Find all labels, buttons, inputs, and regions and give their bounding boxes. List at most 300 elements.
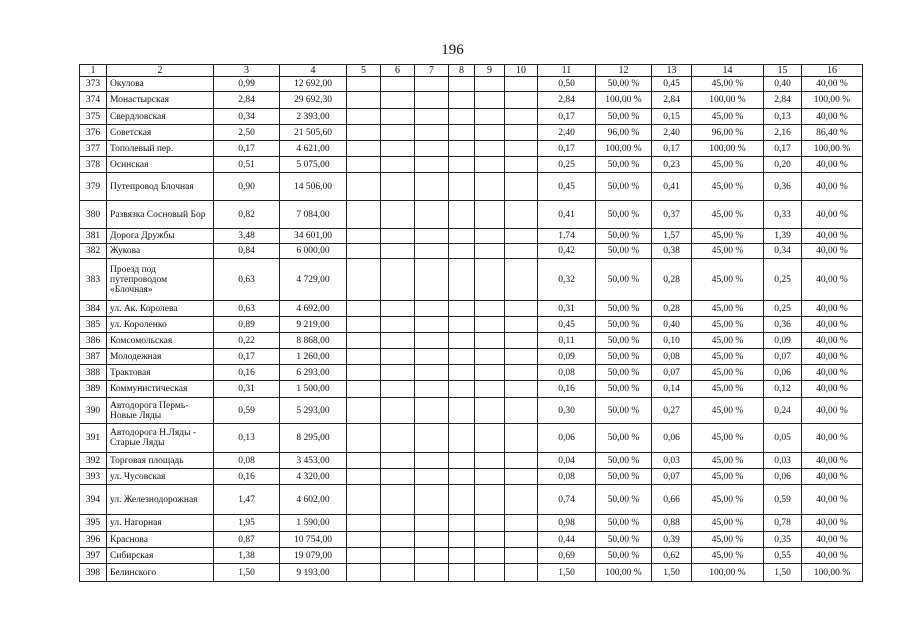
col-14-cell: 45,00 %	[692, 424, 764, 453]
street-name-cell: Тополевый пер.	[107, 141, 214, 157]
col-9-cell	[475, 125, 505, 141]
col-7-cell	[415, 259, 449, 301]
col-13-cell: 0,15	[652, 109, 692, 125]
col-13-cell: 0,88	[652, 515, 692, 532]
col-9-cell	[475, 201, 505, 229]
col-7-cell	[415, 77, 449, 92]
col-7-cell	[415, 365, 449, 381]
col-3-cell: 0,99	[214, 77, 280, 92]
col-15-cell: 0,78	[764, 515, 802, 532]
table-row	[80, 564, 863, 582]
table-row	[80, 349, 863, 365]
col-10-cell	[505, 349, 538, 365]
col-5-cell	[347, 532, 381, 548]
col-13-cell: 0,28	[652, 301, 692, 317]
col-4-cell: 34 601,00	[280, 229, 347, 244]
col-14-cell: 45,00 %	[692, 349, 764, 365]
col-10-cell	[505, 109, 538, 125]
col-15-cell: 0,12	[764, 381, 802, 398]
col-4-cell: 8 295,00	[280, 424, 347, 453]
table-row	[80, 229, 863, 244]
col-7-cell	[415, 532, 449, 548]
col-15-cell: 0,06	[764, 365, 802, 381]
street-name-cell: ул. Нагорная	[107, 515, 214, 532]
col-7-cell	[415, 109, 449, 125]
street-name-cell: Трактовая	[107, 365, 214, 381]
col-6-cell	[381, 229, 415, 244]
col-3-cell: 0,16	[214, 365, 280, 381]
col-6-cell	[381, 564, 415, 582]
col-13-cell: 0,07	[652, 365, 692, 381]
col-4-cell: 1 260,00	[280, 349, 347, 365]
col-8-cell	[449, 485, 475, 515]
col-5-cell	[347, 564, 381, 582]
column-header: 12	[596, 65, 652, 77]
row-number-cell: 398	[80, 564, 107, 582]
col-11-cell: 0,09	[538, 349, 596, 365]
col-13-cell: 1,57	[652, 229, 692, 244]
col-10-cell	[505, 173, 538, 201]
col-11-cell: 0,08	[538, 365, 596, 381]
col-13-cell: 2,40	[652, 125, 692, 141]
col-5-cell	[347, 453, 381, 469]
col-9-cell	[475, 109, 505, 125]
col-3-cell: 0,17	[214, 141, 280, 157]
col-10-cell	[505, 532, 538, 548]
col-3-cell: 0,63	[214, 301, 280, 317]
col-5-cell	[347, 259, 381, 301]
col-16-cell: 40,00 %	[802, 259, 863, 301]
col-8-cell	[449, 548, 475, 564]
col-15-cell: 1,39	[764, 229, 802, 244]
col-15-cell: 1,50	[764, 564, 802, 582]
col-11-cell: 0,42	[538, 244, 596, 259]
col-8-cell	[449, 125, 475, 141]
table-body	[80, 77, 863, 582]
row-number-cell: 376	[80, 125, 107, 141]
col-9-cell	[475, 469, 505, 485]
col-6-cell	[381, 109, 415, 125]
col-16-cell: 40,00 %	[802, 229, 863, 244]
table-row	[80, 201, 863, 229]
col-6-cell	[381, 398, 415, 424]
col-8-cell	[449, 381, 475, 398]
col-7-cell	[415, 453, 449, 469]
col-5-cell	[347, 485, 381, 515]
col-4-cell: 6 000,00	[280, 244, 347, 259]
column-header: 10	[505, 65, 538, 77]
col-7-cell	[415, 201, 449, 229]
col-3-cell: 0,08	[214, 453, 280, 469]
street-name-cell: Автодорога Пермь-Новые Ляды	[107, 398, 214, 424]
col-14-cell: 45,00 %	[692, 229, 764, 244]
col-10-cell	[505, 157, 538, 173]
col-16-cell: 40,00 %	[802, 424, 863, 453]
col-10-cell	[505, 125, 538, 141]
col-12-cell: 50,00 %	[596, 173, 652, 201]
column-header: 14	[692, 65, 764, 77]
col-12-cell: 100,00 %	[596, 564, 652, 582]
col-9-cell	[475, 349, 505, 365]
col-16-cell: 40,00 %	[802, 317, 863, 333]
street-name-cell: Сибирская	[107, 548, 214, 564]
col-12-cell: 50,00 %	[596, 381, 652, 398]
row-number-cell: 374	[80, 92, 107, 109]
col-9-cell	[475, 317, 505, 333]
col-12-cell: 50,00 %	[596, 349, 652, 365]
col-8-cell	[449, 469, 475, 485]
col-13-cell: 0,27	[652, 398, 692, 424]
col-6-cell	[381, 125, 415, 141]
street-name-cell: ул. Железнодорожная	[107, 485, 214, 515]
col-15-cell: 0,13	[764, 109, 802, 125]
col-5-cell	[347, 424, 381, 453]
col-5-cell	[347, 141, 381, 157]
col-12-cell: 50,00 %	[596, 398, 652, 424]
col-4-cell: 9 193,00	[280, 564, 347, 582]
col-3-cell: 1,47	[214, 485, 280, 515]
col-4-cell: 1 590,00	[280, 515, 347, 532]
row-number-cell: 381	[80, 229, 107, 244]
col-3-cell: 0,87	[214, 532, 280, 548]
col-10-cell	[505, 365, 538, 381]
row-number-cell: 388	[80, 365, 107, 381]
street-name-cell: Жукова	[107, 244, 214, 259]
row-number-cell: 386	[80, 333, 107, 349]
col-4-cell: 6 293,00	[280, 365, 347, 381]
table-row	[80, 365, 863, 381]
col-16-cell: 100,00 %	[802, 92, 863, 109]
col-13-cell: 0,23	[652, 157, 692, 173]
col-6-cell	[381, 349, 415, 365]
col-12-cell: 50,00 %	[596, 333, 652, 349]
col-5-cell	[347, 77, 381, 92]
col-11-cell: 2,40	[538, 125, 596, 141]
col-8-cell	[449, 173, 475, 201]
col-5-cell	[347, 515, 381, 532]
col-8-cell	[449, 564, 475, 582]
col-15-cell: 0,59	[764, 485, 802, 515]
col-3-cell: 0,31	[214, 381, 280, 398]
col-12-cell: 50,00 %	[596, 244, 652, 259]
col-7-cell	[415, 141, 449, 157]
row-number-cell: 389	[80, 381, 107, 398]
col-9-cell	[475, 244, 505, 259]
col-12-cell: 50,00 %	[596, 201, 652, 229]
col-8-cell	[449, 109, 475, 125]
col-7-cell	[415, 317, 449, 333]
street-name-cell: Развязка Сосновый Бор	[107, 201, 214, 229]
col-13-cell: 1,50	[652, 564, 692, 582]
street-name-cell: ул. Ак. Королева	[107, 301, 214, 317]
col-10-cell	[505, 333, 538, 349]
col-7-cell	[415, 564, 449, 582]
col-13-cell: 0,41	[652, 173, 692, 201]
col-5-cell	[347, 333, 381, 349]
col-10-cell	[505, 317, 538, 333]
col-9-cell	[475, 173, 505, 201]
col-7-cell	[415, 469, 449, 485]
street-name-cell: Путепровод Блочная	[107, 173, 214, 201]
table-row	[80, 141, 863, 157]
row-number-cell: 387	[80, 349, 107, 365]
col-10-cell	[505, 485, 538, 515]
col-6-cell	[381, 141, 415, 157]
col-13-cell: 0,03	[652, 453, 692, 469]
street-name-cell: Свердловская	[107, 109, 214, 125]
street-name-cell: Белинского	[107, 564, 214, 582]
col-10-cell	[505, 469, 538, 485]
col-7-cell	[415, 349, 449, 365]
col-12-cell: 50,00 %	[596, 365, 652, 381]
row-number-cell: 373	[80, 77, 107, 92]
col-14-cell: 45,00 %	[692, 109, 764, 125]
row-number-cell: 379	[80, 173, 107, 201]
street-name-cell: Молодежная	[107, 349, 214, 365]
col-8-cell	[449, 157, 475, 173]
row-number-cell: 375	[80, 109, 107, 125]
col-10-cell	[505, 398, 538, 424]
table-row	[80, 515, 863, 532]
col-6-cell	[381, 453, 415, 469]
col-12-cell: 50,00 %	[596, 453, 652, 469]
table-row	[80, 92, 863, 109]
col-4-cell: 4 621,00	[280, 141, 347, 157]
col-3-cell: 0,16	[214, 469, 280, 485]
row-number-cell: 397	[80, 548, 107, 564]
row-number-cell: 377	[80, 141, 107, 157]
col-15-cell: 2,16	[764, 125, 802, 141]
street-name-cell: Автодорога Н.Ляды - Старые Ляды	[107, 424, 214, 453]
col-8-cell	[449, 349, 475, 365]
col-4-cell: 21 505,60	[280, 125, 347, 141]
street-name-cell: Осинская	[107, 157, 214, 173]
col-10-cell	[505, 453, 538, 469]
col-8-cell	[449, 365, 475, 381]
col-4-cell: 9 219,00	[280, 317, 347, 333]
row-number-cell: 393	[80, 469, 107, 485]
col-5-cell	[347, 157, 381, 173]
col-9-cell	[475, 259, 505, 301]
column-header: 1	[80, 65, 107, 77]
col-10-cell	[505, 201, 538, 229]
col-3-cell: 1,38	[214, 548, 280, 564]
col-4-cell: 19 079,00	[280, 548, 347, 564]
col-5-cell	[347, 229, 381, 244]
col-5-cell	[347, 201, 381, 229]
col-16-cell: 40,00 %	[802, 301, 863, 317]
col-12-cell: 50,00 %	[596, 485, 652, 515]
col-12-cell: 50,00 %	[596, 532, 652, 548]
col-7-cell	[415, 244, 449, 259]
col-14-cell: 45,00 %	[692, 201, 764, 229]
col-14-cell: 45,00 %	[692, 485, 764, 515]
col-9-cell	[475, 381, 505, 398]
col-11-cell: 0,45	[538, 317, 596, 333]
col-11-cell: 0,30	[538, 398, 596, 424]
col-5-cell	[347, 317, 381, 333]
col-4-cell: 4 692,00	[280, 301, 347, 317]
col-9-cell	[475, 333, 505, 349]
table-row	[80, 259, 863, 301]
street-name-cell: Советская	[107, 125, 214, 141]
col-11-cell: 0,25	[538, 157, 596, 173]
col-3-cell: 0,59	[214, 398, 280, 424]
col-15-cell: 0,33	[764, 201, 802, 229]
col-11-cell: 0,74	[538, 485, 596, 515]
col-14-cell: 45,00 %	[692, 381, 764, 398]
column-header: 4	[280, 65, 347, 77]
col-8-cell	[449, 259, 475, 301]
col-4-cell: 10 754,00	[280, 532, 347, 548]
col-9-cell	[475, 453, 505, 469]
table-row	[80, 301, 863, 317]
col-16-cell: 40,00 %	[802, 201, 863, 229]
col-14-cell: 45,00 %	[692, 548, 764, 564]
col-14-cell: 45,00 %	[692, 157, 764, 173]
column-header: 11	[538, 65, 596, 77]
col-11-cell: 0,44	[538, 532, 596, 548]
row-number-cell: 394	[80, 485, 107, 515]
col-13-cell: 0,39	[652, 532, 692, 548]
col-16-cell: 40,00 %	[802, 485, 863, 515]
col-16-cell: 40,00 %	[802, 109, 863, 125]
col-11-cell: 0,45	[538, 173, 596, 201]
col-9-cell	[475, 77, 505, 92]
col-5-cell	[347, 173, 381, 201]
col-10-cell	[505, 259, 538, 301]
col-6-cell	[381, 92, 415, 109]
col-7-cell	[415, 398, 449, 424]
col-15-cell: 0,06	[764, 469, 802, 485]
col-10-cell	[505, 244, 538, 259]
street-name-cell: Торговая площадь	[107, 453, 214, 469]
row-number-cell: 383	[80, 259, 107, 301]
col-16-cell: 40,00 %	[802, 469, 863, 485]
col-8-cell	[449, 244, 475, 259]
col-12-cell: 50,00 %	[596, 301, 652, 317]
col-10-cell	[505, 141, 538, 157]
col-9-cell	[475, 365, 505, 381]
table-row	[80, 157, 863, 173]
col-10-cell	[505, 229, 538, 244]
row-number-cell: 396	[80, 532, 107, 548]
col-7-cell	[415, 157, 449, 173]
col-9-cell	[475, 532, 505, 548]
col-10-cell	[505, 301, 538, 317]
table-row	[80, 173, 863, 201]
table-row	[80, 398, 863, 424]
col-13-cell: 0,37	[652, 201, 692, 229]
col-9-cell	[475, 485, 505, 515]
col-7-cell	[415, 515, 449, 532]
street-name-cell: Проезд под путепроводом «Блочная»	[107, 259, 214, 301]
row-number-cell: 380	[80, 201, 107, 229]
col-13-cell: 0,14	[652, 381, 692, 398]
street-name-cell: Коммунистическая	[107, 381, 214, 398]
col-9-cell	[475, 301, 505, 317]
col-8-cell	[449, 398, 475, 424]
col-6-cell	[381, 485, 415, 515]
column-header: 3	[214, 65, 280, 77]
row-number-cell: 384	[80, 301, 107, 317]
col-3-cell: 0,17	[214, 349, 280, 365]
col-12-cell: 50,00 %	[596, 548, 652, 564]
col-11-cell: 0,17	[538, 109, 596, 125]
col-16-cell: 40,00 %	[802, 244, 863, 259]
col-4-cell: 4 320,00	[280, 469, 347, 485]
col-11-cell: 0,08	[538, 469, 596, 485]
col-9-cell	[475, 141, 505, 157]
col-12-cell: 50,00 %	[596, 424, 652, 453]
col-16-cell: 40,00 %	[802, 173, 863, 201]
col-11-cell: 0,16	[538, 381, 596, 398]
road-table	[79, 64, 863, 582]
col-15-cell: 0,35	[764, 532, 802, 548]
col-16-cell: 40,00 %	[802, 365, 863, 381]
column-header: 7	[415, 65, 449, 77]
table-row	[80, 485, 863, 515]
col-10-cell	[505, 515, 538, 532]
col-3-cell: 0,22	[214, 333, 280, 349]
col-16-cell: 40,00 %	[802, 453, 863, 469]
col-5-cell	[347, 244, 381, 259]
col-10-cell	[505, 77, 538, 92]
col-15-cell: 0,36	[764, 317, 802, 333]
col-8-cell	[449, 141, 475, 157]
col-15-cell: 0,36	[764, 173, 802, 201]
col-6-cell	[381, 424, 415, 453]
col-4-cell: 12 692,00	[280, 77, 347, 92]
col-13-cell: 0,10	[652, 333, 692, 349]
table-row	[80, 424, 863, 453]
col-10-cell	[505, 548, 538, 564]
col-13-cell: 0,17	[652, 141, 692, 157]
col-16-cell: 100,00 %	[802, 564, 863, 582]
col-3-cell: 3,48	[214, 229, 280, 244]
street-name-cell: Окулова	[107, 77, 214, 92]
col-6-cell	[381, 77, 415, 92]
table-row	[80, 532, 863, 548]
col-6-cell	[381, 333, 415, 349]
col-3-cell: 2,84	[214, 92, 280, 109]
col-8-cell	[449, 532, 475, 548]
col-3-cell: 0,13	[214, 424, 280, 453]
col-14-cell: 45,00 %	[692, 469, 764, 485]
col-15-cell: 0,24	[764, 398, 802, 424]
col-7-cell	[415, 229, 449, 244]
col-8-cell	[449, 229, 475, 244]
table-row	[80, 548, 863, 564]
col-14-cell: 45,00 %	[692, 515, 764, 532]
col-10-cell	[505, 424, 538, 453]
col-14-cell: 100,00 %	[692, 92, 764, 109]
col-15-cell: 0,17	[764, 141, 802, 157]
column-header: 16	[802, 65, 863, 77]
column-header: 5	[347, 65, 381, 77]
col-4-cell: 5 075,00	[280, 157, 347, 173]
col-7-cell	[415, 424, 449, 453]
column-header: 15	[764, 65, 802, 77]
col-10-cell	[505, 564, 538, 582]
col-4-cell: 7 084,00	[280, 201, 347, 229]
col-13-cell: 0,06	[652, 424, 692, 453]
col-5-cell	[347, 398, 381, 424]
col-6-cell	[381, 201, 415, 229]
street-name-cell: Дорога Дружбы	[107, 229, 214, 244]
col-14-cell: 45,00 %	[692, 333, 764, 349]
col-7-cell	[415, 548, 449, 564]
